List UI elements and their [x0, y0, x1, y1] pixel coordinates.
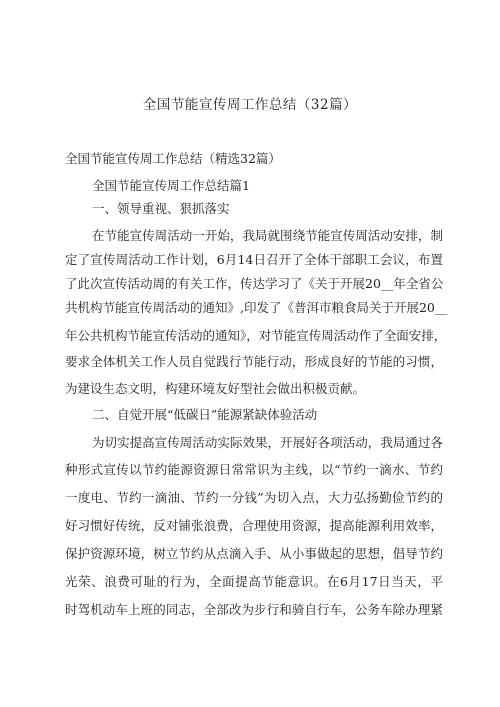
paragraph-line: 为切实提高宣传周活动实际效果，开展好各项活动，我局通过各	[92, 435, 443, 450]
section-heading: 全国节能宣传周工作总结篇1	[92, 178, 250, 193]
paragraph-line: 种形式宣传以节约能源资源日常常识为主线，以“节约一滴水、节约	[65, 462, 443, 477]
paragraph-line: 时驾机动车上班的同志，全部改为步行和骑自行车，公务车除办理紧	[65, 602, 443, 617]
paragraph-line: 了此次宣传活动周的有关工作，传达学习了《关于开展20__年全省公	[65, 276, 444, 291]
paragraph-line: 定了宣传周活动工作计划，6月14日召开了全体干部职工会议，布置	[65, 252, 443, 267]
document-subtitle: 全国节能宣传周工作总结（精选32篇）	[65, 151, 281, 166]
heading-low-carbon: 二、自觉开展“低碳日”能源紧缺体验活动	[92, 407, 318, 422]
heading-leadership: 一、领导重视、狠抓落实	[92, 201, 230, 216]
paragraph-line: 要求全体机关工作人员自觉践行节能行动，形成良好的节能的习惯，	[65, 354, 443, 369]
document-title: 全国节能宣传周工作总结（32篇）	[142, 97, 358, 113]
paragraph-line: 好习惯好传统，反对铺张浪费，合理使用资源，提高能源利用效率，	[65, 518, 443, 533]
paragraph-line: 为建设生态文明，构建环境友好型社会做出积极贡献。	[65, 381, 366, 396]
paragraph-line: 年公共机构节能宣传活动的通知》，对节能宣传周活动作了全面安排，	[65, 328, 447, 343]
paragraph-line: 共机构节能宣传周活动的通知》,印发了《普洱市粮食局关于开展20__	[65, 300, 448, 315]
paragraph-line: 一度电、节约一滴油、节约一分钱”为切入点，大力弘扬勤俭节约的	[65, 490, 443, 505]
paragraph-line: 保护资源环境，树立节约从点滴入手、从小事做起的思想，倡导节约	[65, 546, 443, 561]
paragraph-line: 光荣、浪费可耻的行为，全面提高节能意识。在6月17日当天，平	[65, 574, 443, 589]
paragraph-line: 在节能宣传周活动一开始，我局就围绕节能宣传周活动安排，制	[92, 228, 443, 243]
